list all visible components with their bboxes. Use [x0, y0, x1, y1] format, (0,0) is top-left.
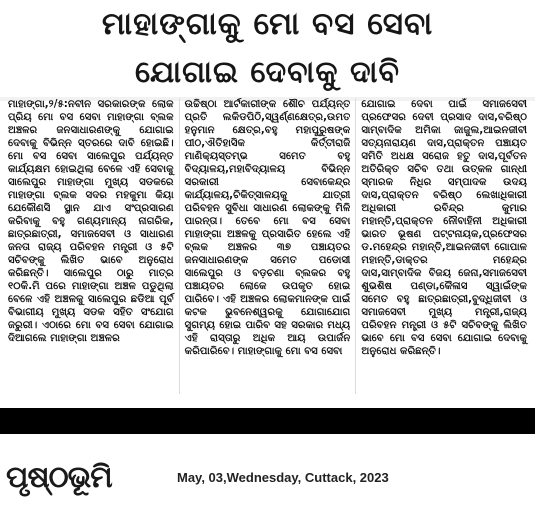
- article-body: [3, 98, 532, 394]
- article-column-3: ଯୋଗାଇ ଦେବା ପାଇଁ ସମାଜସେବୀ ପ୍ରଫେସର ଦେବୀ ପ୍ରସାଦ ଦାସ,ବରିଷ୍ଠ ସାମ୍ବାଦିକ ଅମିକା ଜାଜୁଲ,ଆଇନଜୀବୀ ସତ୍ୟନାରାୟଣ ଦାସ,ପ୍ରାକ୍ତନ ପଞ୍ଚାୟତ ସମିତି ଅଧକ୍ଷ ସରୋଜ ହତୁ ଦାସ,ପୂର୍ବତନ ଅତିରିକ୍ତ ସଚିବ ତଥା ଉତ୍କଳ ଗାନ୍ଧୀ ସ୍ମାରକ ନିଧିର ସମ୍ପାଦକ ଉଦୟ ଦାସ,ପ୍ରାକ୍ତନ ବରିଷ୍ଠ ଲେଖାଧିକାରୀ ଅଧିକାରୀ ରବିନ୍ଦ୍ର କୁମାର ମହାନ୍ତି,ପ୍ରାକ୍ତନ ନୌବାହିନୀ ଅଧିକାରୀ ଭାରତ ଭୂଷଣ ପଟ୍ଟନାୟକ,ପ୍ରଫେସର ଡ.ମହେନ୍ଦ୍ର ମହାନ୍ତି,ଆଇନଜୀବୀ ଗୋପାଳ ମହାନ୍ତି,ଡାକ୍ତର ମହେନ୍ଦ୍ର ଦାସ,ସାମ୍ବାଦିକ ବିଜୟ ଜେନା,ସମାଜସେବୀ ଶୁଭଶିଷ ପଣ୍ଡା,କୈଳାସ ସ୍ୱାଇଁଙ୍କ ସମେତ ବହୁ ଛାତ୍ରଛାତ୍ରୀ,ବୁଦ୍ଧିଜୀବୀ ଓ ସମାଜସେବୀ ମୁଖ୍ୟ ମନ୍ତ୍ରୀ,ରାଜ୍ୟ ପରିବହନ ମନ୍ତ୍ରୀ ଓ ୫ଟି ସଚିବଙ୍କୁ ଲିଖିତ ଭାବେ ମୋ ବସ ସେବା ଯୋଗାଇ ଦେବାକୁ ଅନୁରୋଧ କରିଛନ୍ତି।: [355, 98, 532, 394]
- article-column-2: ଉଚ୍ଚିଷ୍ଠା ଆର୍ଟକାରୀଙ୍କ ଶୌଚ ପର୍ଯ୍ୟନ୍ତ ପ୍ରତି ଲକିଡପିଠି,ସ୍ୱର୍ଣ୍ଣକ୍ଷେତ୍ର,ଉମତ ହନୁମାନ କ୍ଷେତ୍ର,ବହୁ ମହାପୁରୁଷଙ୍କ ପୀଠ,ଐତିହାସିକ କିର୍ତ୍ତୀରାଜି ମାଣିକ୍ୟସ୍ତମ୍ଭ ସମେତ ବହୁ ବିଦ୍ୟାଳୟ,ମହାବିଦ୍ୟାଳୟ ବିଭିନ୍ନ ସରକାରୀ ସେବାକେନ୍ଦ୍ର କାର୍ଯ୍ୟାଳୟ,ଚିକିତ୍ସାଳୟକୁ ଯାତ୍ରୀ ପରିବହନ ସୁବିଧା ସାଧାରଣ ଲୋକଙ୍କୁ ମିଳି ପାରନ୍ତା। ତେବେ ମୋ ବସ ସେବା ମାହାଙ୍ଗା ଅଞ୍ଚଳକୁ ପ୍ରସାରିତ ହେଲେ ଏହି ବ୍ଲକ ଅଞ୍ଚଳର ୩୭ ପଞ୍ଚାୟତର ଜନସାଧାରଣଙ୍କ ସମେତ ପଡୋସୀ ସାଲେପୁର ଓ ବଡ଼ଚଣା ବ୍ଲକର ବହୁ ପଞ୍ଚାୟତର ଲୋକେ ଉପକୃତ ହୋଇ ପାରିବେ। ଏହି ଅଞ୍ଚଳର ଲୋକମାନଙ୍କ ପାଇଁ କଟକ ଭୁବନେଶ୍ୱରକୁ ଯୋଗାଯୋଗ ସୁଗମ୍ୟ ହୋଇ ପାରିବ ସହ ସରକାର ମଧ୍ୟ ଏହି ରାସ୍ତାରୁ ଅଧିକ ଆୟ ଉପାର୍ଜନ କରିପାରିବେ। ମାହାଙ୍ଗାକୁ ମୋ ବସ ସେବା: [179, 98, 356, 394]
- article-column-1: ମାହାଙ୍ଗା,୨/୫:ନବୀନ ସରକାରଙ୍କ ଲୋକ ପ୍ରିୟ ମୋ ବସ ସେବା ମାହାଙ୍ଗା ବ୍ଲକ ଅଞ୍ଚଳର ଜନସାଧାରଣଙ୍କୁ ଯୋଗାଇ ଦେବାକୁ ବିଭିନ୍ନ ସ୍ତରରେ ଦାବି ହୋଇଛି। ମୋ ବସ ସେବା ସାଲେପୁର ପର୍ଯ୍ୟନ୍ତ କାର୍ଯ୍ୟକ୍ଷମ ହୋଇଥିଲା ବେଳେ ଏହି ସେବାକୁ ସାଲେପୁର ମାହାଙ୍ଗା ମୁଖ୍ୟ ସଡକରେ ମାହାଙ୍ଗା ବ୍ଲକ ସଦର ମହକୁମା କିୟା ଯେକୌଣସି ସ୍ଥାନ ଯାଏ ସଂପ୍ରସାରଣ କରିବାକୁ ବହୁ ଗଣ୍ୟମାନ୍ୟ ନାଗରିକ, ଛାତ୍ରଛାତ୍ରୀ, ସମାଜସେବୀ ଓ ସାଧାରଣ ଜନତା ରାଜ୍ୟ ପରିବହନ ମନ୍ତ୍ରୀ ଓ ୫ଟି ସଚିବଙ୍କୁ ଲିଖିତ ଭାବେ ଅନୁରୋଧ କରିଛନ୍ତି। ସାଲେପୁର ଠାରୁ ମାତ୍ର ୧୦କି.ମି ପରେ ମାହାଙ୍ଗା ଅଞ୍ଚଳ ପଡୁଥିଲା ବେଳେ ଏହି ଅଞ୍ଚଳକୁ ସାଲେପୁର ଛଡିଆ ପୂର୍ବ ବିଭାଗୀୟ ମୁଖ୍ୟ ସଡକ ସହିତ ସଂଯୋଗ ଜରୁରୀ। ଏଠାରେ ମୋ ବସ ସେବା ଯୋଗାଇ ଦିଆଗଲେ ମାହାଙ୍ଗା ଅଞ୍ଚଳର: [8, 99, 174, 344]
- headline-line-2: ଯୋଗାଇ ଦେବାକୁ ଦାବି: [135, 55, 400, 90]
- newspaper-logo: ପୃଷ୍ଠଭୂମି: [6, 460, 112, 495]
- headline-line-1: ମାହାଙ୍ଗାକୁ ମୋ ବସ ସେବା: [101, 6, 434, 42]
- divider-band: [0, 408, 535, 434]
- dateline: May, 03,Wednesday, Cuttack, 2023: [177, 470, 389, 485]
- masthead-footer: [0, 458, 535, 498]
